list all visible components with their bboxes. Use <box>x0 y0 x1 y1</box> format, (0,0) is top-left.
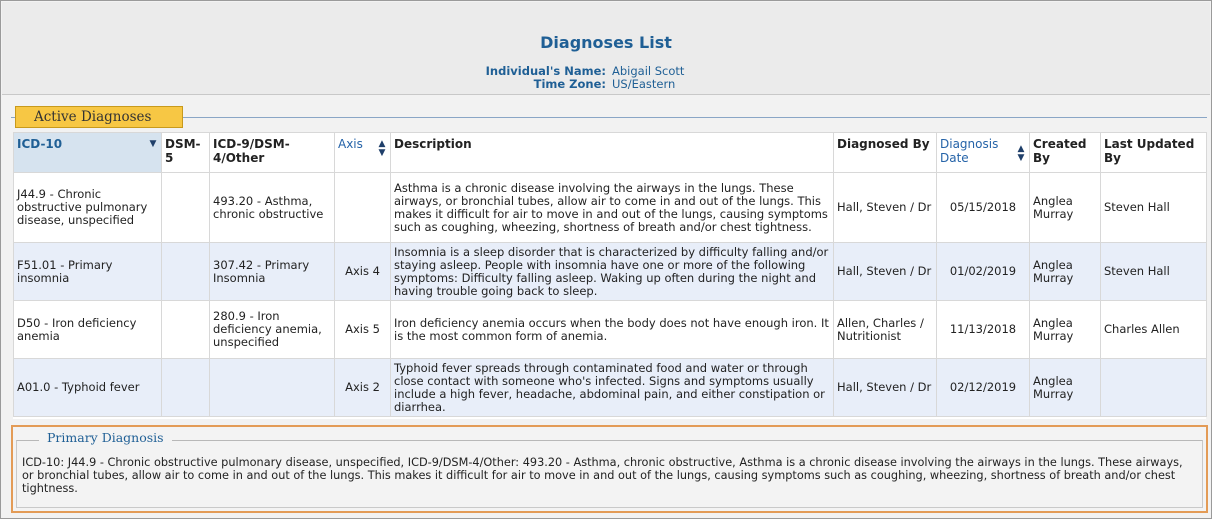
diagnosed-by-cell: Allen, Charles / Nutritionist <box>834 301 937 359</box>
created-by-cell: Anglea Murray <box>1030 301 1101 359</box>
diagnosed-by-cell: Hall, Steven / Dr <box>834 173 937 243</box>
description-cell: Iron deficiency anemia occurs when the body does not have enough iron. It is the most common form of anemia. <box>391 301 834 359</box>
icd9-cell: 280.9 - Iron deficiency anemia, unspecified <box>210 301 335 359</box>
created-by-cell: Anglea Murray <box>1030 173 1101 243</box>
table-row[interactable] <box>14 173 1207 243</box>
header-row <box>14 133 1207 173</box>
icd10-cell[interactable]: D50 - Iron deficiency anemia <box>14 301 162 359</box>
last-updated-by-cell: Steven Hall <box>1101 173 1207 243</box>
timezone-value: US/Eastern <box>612 77 676 91</box>
sort-both-icon[interactable]: ▲ ▼ <box>378 139 386 158</box>
column-header-last-updated-by <box>1101 133 1207 173</box>
timezone-label: Time Zone: <box>533 77 606 91</box>
axis-cell: Axis 5 <box>335 301 391 359</box>
axis-cell <box>335 173 391 243</box>
timezone-line <box>2 77 1210 91</box>
page-header <box>2 2 1210 95</box>
diagnosis-date-cell: 05/15/2018 <box>937 173 1030 243</box>
diagnosis-date-cell: 01/02/2019 <box>937 243 1030 301</box>
column-header-icd10-label: ICD-10 <box>17 137 63 151</box>
page-title: Diagnoses List <box>540 33 672 52</box>
sort-both-icon[interactable]: ▲ ▼ <box>1017 144 1025 163</box>
individual-name-line <box>2 64 1210 78</box>
dsm5-cell <box>162 301 210 359</box>
column-header-created-by-label: Created By <box>1033 137 1087 165</box>
diagnoses-grid <box>13 132 1206 419</box>
active-diagnoses-tab[interactable]: Active Diagnoses <box>15 106 183 128</box>
description-cell: Asthma is a chronic disease involving the airways in the lungs. These airways, or bronchial tubes, allow air to come in and out of the lungs. This makes it difficult for air to move in and out of the lungs, causing symptoms such as coughing, wheezing, shortness of breath and/or chest tightness. <box>391 173 834 243</box>
column-header-diagnosis-date[interactable] <box>937 133 1030 173</box>
created-by-cell: Anglea Murray <box>1030 243 1101 301</box>
icd9-cell <box>210 359 335 417</box>
column-header-description <box>391 133 834 173</box>
dsm5-cell <box>162 359 210 417</box>
table-row[interactable] <box>14 301 1207 359</box>
section-divider <box>11 117 1207 118</box>
last-updated-by-cell: Charles Allen <box>1101 301 1207 359</box>
icd9-cell: 493.20 - Asthma, chronic obstructive <box>210 173 335 243</box>
individual-name-label: Individual's Name: <box>485 64 606 78</box>
last-updated-by-cell: Steven Hall <box>1101 243 1207 301</box>
column-header-icd9-label: ICD-9/DSM-4/Other <box>213 137 290 165</box>
table-row[interactable] <box>14 243 1207 301</box>
icd10-cell[interactable]: F51.01 - Primary insomnia <box>14 243 162 301</box>
sort-down-icon[interactable]: ▼ <box>149 139 157 149</box>
diagnosed-by-cell: Hall, Steven / Dr <box>834 243 937 301</box>
last-updated-by-cell <box>1101 359 1207 417</box>
table-row[interactable] <box>14 359 1207 417</box>
column-header-diagnosed-by <box>834 133 937 173</box>
axis-cell: Axis 4 <box>335 243 391 301</box>
dsm5-cell <box>162 173 210 243</box>
column-header-axis[interactable] <box>335 133 391 173</box>
axis-cell: Axis 2 <box>335 359 391 417</box>
diagnosed-by-cell: Hall, Steven / Dr <box>834 359 937 417</box>
created-by-cell: Anglea Murray <box>1030 359 1101 417</box>
icd10-cell[interactable]: J44.9 - Chronic obstructive pulmonary disease, unspecified <box>14 173 162 243</box>
column-header-dsm5-label: DSM-5 <box>165 137 201 165</box>
icd9-cell: 307.42 - Primary Insomnia <box>210 243 335 301</box>
description-cell: Insomnia is a sleep disorder that is characterized by difficulty falling and/or staying asleep. People with insomnia have one or more of the following symptoms: Difficulty falling asleep. Waking up often during the night and having trouble going back to sleep. <box>391 243 834 301</box>
column-header-diagnosis-date-label: Diagnosis Date <box>940 137 999 165</box>
diagnoses-table <box>13 132 1207 417</box>
column-header-diagnosed-by-label: Diagnosed By <box>837 137 930 151</box>
icd10-cell[interactable]: A01.0 - Typhoid fever <box>14 359 162 417</box>
diagnosis-date-cell: 02/12/2019 <box>937 359 1030 417</box>
column-header-icd10[interactable] <box>14 133 162 173</box>
column-header-dsm5 <box>162 133 210 173</box>
column-header-last-updated-by-label: Last Updated By <box>1104 137 1195 165</box>
column-header-created-by <box>1030 133 1101 173</box>
description-cell: Typhoid fever spreads through contaminated food and water or through close contact with someone who's infected. Signs and symptoms usually include a high fever, headache, abdominal pain, and either constipation or diarrhea. <box>391 359 834 417</box>
primary-diagnosis-legend: Primary Diagnosis <box>39 430 172 445</box>
primary-diagnosis-panel <box>11 425 1208 513</box>
column-header-description-label: Description <box>394 137 472 151</box>
dsm5-cell <box>162 243 210 301</box>
individual-name-value: Abigail Scott <box>612 64 685 78</box>
column-header-axis-label: Axis <box>338 137 363 151</box>
primary-diagnosis-text: ICD-10: J44.9 - Chronic obstructive pulmonary disease, unspecified, ICD-9/DSM-4/Other: 493.20 - Asthma, chronic obstructive, Asthma is a chronic disease involving the airways in the lungs. These airways, or bronchial tubes, allow air to come in and out of the lungs. This makes it difficult for air to move in and out of the lungs, causing symptoms such as coughing, wheezing, shortness of breath and/or chest tightness. <box>22 456 1183 495</box>
column-header-icd9 <box>210 133 335 173</box>
diagnosis-date-cell: 11/13/2018 <box>937 301 1030 359</box>
